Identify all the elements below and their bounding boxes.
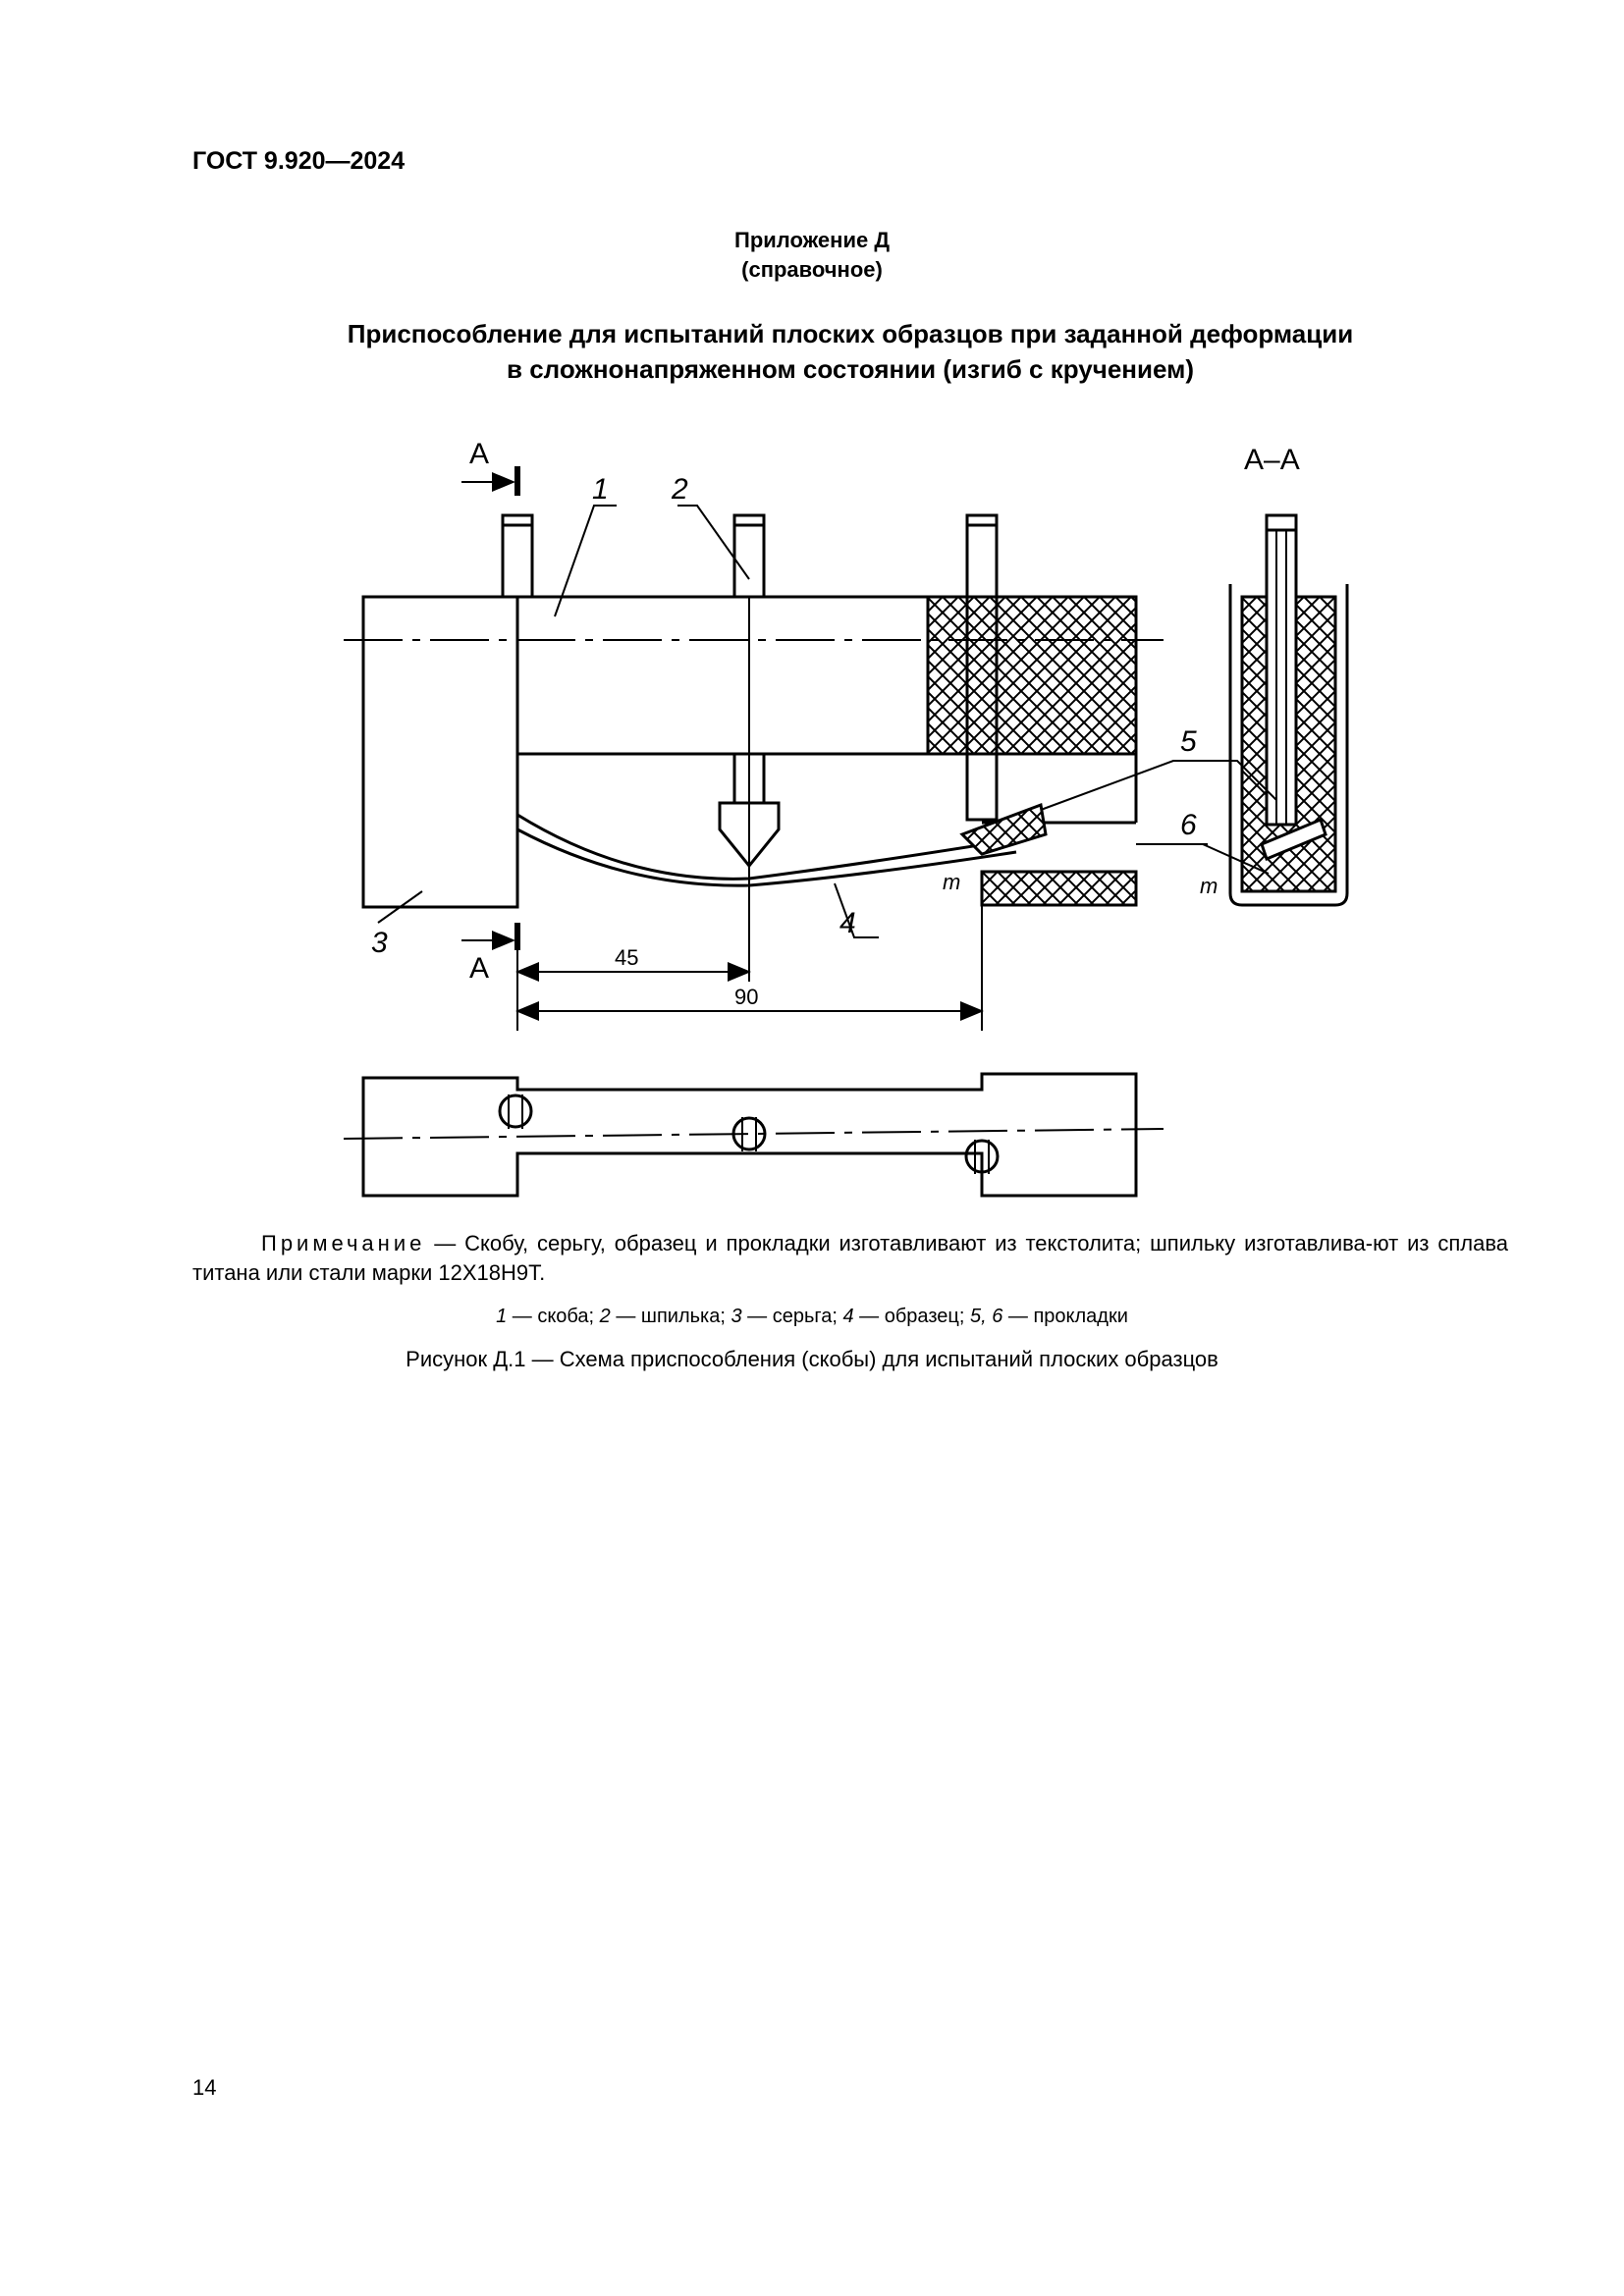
page-number: 14	[192, 2075, 217, 2100]
dimension-90: 90	[734, 985, 759, 1009]
legend-text-1: — скоба;	[507, 1306, 600, 1327]
document-id: ГОСТ 9.920—2024	[192, 147, 406, 175]
specimen	[517, 815, 1016, 879]
front-view	[344, 466, 1208, 1031]
earring-body	[363, 597, 517, 907]
drawing-labels	[371, 438, 1300, 1009]
bottom-pad	[982, 872, 1136, 905]
surface-mark-front: m	[943, 870, 961, 894]
surface-mark-section: m	[1200, 874, 1218, 898]
section-mark-top: А	[469, 438, 490, 470]
legend-text-2: — шпилька;	[610, 1306, 731, 1327]
legend-num-1: 1	[496, 1306, 508, 1327]
note	[192, 1229, 1508, 1288]
legend-text-4: — образец;	[853, 1306, 970, 1327]
annex-label: Приложение Д	[734, 228, 890, 252]
callout-2: 2	[672, 473, 688, 506]
title-line-1: Приспособление для испытаний плоских образцов при заданной деформации	[347, 319, 1354, 348]
note-text: — Скобу, серьгу, образец и прокладки изготавливают из текстолита; шпильку изготавлива-ют из сплава титана или стали марки 12Х18Н9Т.	[192, 1231, 1508, 1285]
legend-text-3: — серьга;	[741, 1306, 843, 1327]
section-view-label: А–А	[1244, 444, 1300, 476]
callout-1: 1	[592, 473, 609, 506]
note-label: Примечание	[261, 1231, 426, 1255]
legend-text-56: — прокладки	[1002, 1306, 1128, 1327]
figure-legend	[0, 1306, 1624, 1328]
hatched-block	[928, 597, 1136, 754]
legend-num-4: 4	[842, 1306, 854, 1327]
legend-num-3: 3	[731, 1306, 742, 1327]
callout-4: 4	[839, 907, 856, 939]
legend-num-2: 2	[599, 1306, 611, 1327]
plan-view	[344, 1074, 1164, 1196]
section-view	[1203, 515, 1347, 905]
dimension-45: 45	[615, 945, 639, 970]
title-line-2: в сложнонапряженном состоянии (изгиб с кручением)	[507, 354, 1194, 384]
hole-1	[500, 1095, 531, 1127]
stud-left	[503, 525, 532, 597]
callout-5: 5	[1180, 725, 1197, 758]
section-mark-bottom: А	[469, 952, 490, 985]
legend-num-56: 5, 6	[969, 1306, 1003, 1327]
callout-6: 6	[1180, 809, 1197, 841]
figure-caption: Рисунок Д.1 — Схема приспособления (скобы) для испытаний плоских образцов	[406, 1347, 1218, 1371]
annex-type: (справочное)	[741, 257, 883, 282]
callout-3: 3	[371, 927, 388, 959]
stud-center	[734, 525, 764, 597]
